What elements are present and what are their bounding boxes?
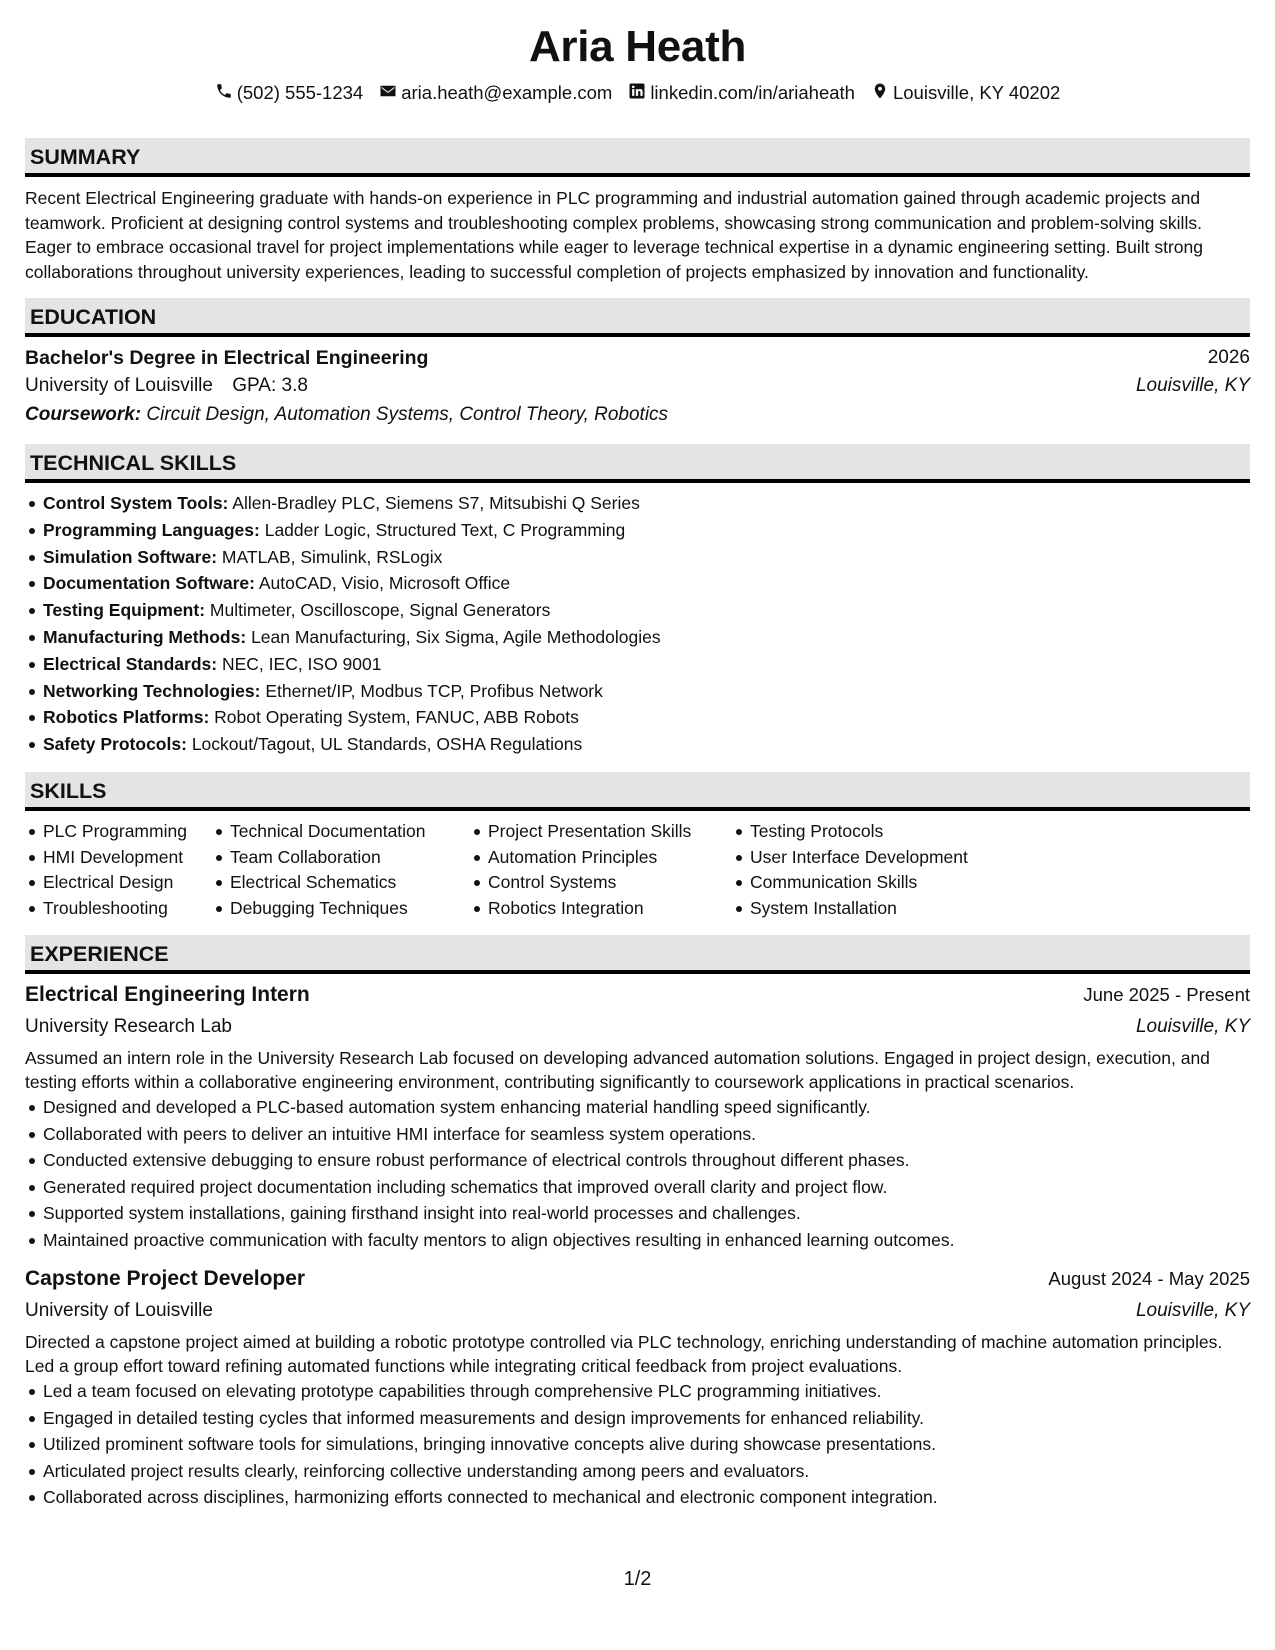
list-item: Automation Principles: [470, 845, 732, 871]
education-degree-row: [25, 345, 1250, 371]
technical-skills-list: [25, 490, 1250, 758]
job-bullets: [25, 1094, 1250, 1253]
contact-email[interactable]: [379, 82, 612, 105]
email-link[interactable]: aria.heath@example.com: [401, 82, 613, 103]
list-item: HMI Development: [25, 845, 212, 871]
job-title-row: [25, 1262, 1250, 1296]
list-item: Collaborated across disciplines, harmonizing efforts connected to mechanical and electronic component integration.: [25, 1484, 1250, 1511]
skills-column-2: [212, 819, 470, 921]
list-item: System Installation: [732, 896, 1032, 922]
job-entry: [25, 978, 1250, 1253]
graduation-year: 2026: [1207, 347, 1250, 368]
list-item: Designed and developed a PLC-based automation system enhancing material handling speed significantly.: [25, 1094, 1250, 1121]
list-item: Generated required project documentation including schematics that improved overall clarity and project flow.: [25, 1174, 1250, 1201]
contact-location: [871, 82, 1060, 105]
list-item: Technical Documentation: [212, 819, 470, 845]
job-description: Directed a capstone project aimed at building a robotic prototype controlled via PLC technology, enriching understanding of machine automation principles. Led a group effort toward refining automated functions while integrating critical feedback from project evaluations.: [25, 1332, 1223, 1377]
list-item: Simulation Software: MATLAB, Simulink, RSLogix: [25, 544, 1250, 571]
list-item: Electrical Standards: NEC, IEC, ISO 9001: [25, 651, 1250, 678]
list-item: Testing Protocols: [732, 819, 1032, 845]
job-title: Capstone Project Developer: [25, 1267, 306, 1291]
list-item: Control System Tools: Allen-Bradley PLC, Siemens S7, Mitsubishi Q Series: [25, 490, 1250, 517]
skills-column-4: [732, 819, 1032, 921]
list-item: Troubleshooting: [25, 896, 212, 922]
coursework-label: Coursework:: [25, 404, 142, 425]
list-item: Testing Equipment: Multimeter, Oscilloscope, Signal Generators: [25, 597, 1250, 624]
skills-column-1: [25, 819, 212, 921]
job-title-row: [25, 978, 1250, 1012]
list-item: Documentation Software: AutoCAD, Visio, Microsoft Office: [25, 570, 1250, 597]
candidate-name: Aria Heath: [528, 22, 747, 71]
experience-heading: EXPERIENCE: [25, 935, 1250, 974]
list-item: Programming Languages: Ladder Logic, Structured Text, C Programming: [25, 517, 1250, 544]
list-item: PLC Programming: [25, 819, 212, 845]
page-number: 1/2: [623, 1568, 652, 1590]
job-entry: [25, 1262, 1250, 1511]
list-item: Led a team focused on elevating prototype capabilities through comprehensive PLC programming initiatives.: [25, 1378, 1250, 1405]
list-item: Collaborated with peers to deliver an intuitive HMI interface for seamless system operations.: [25, 1121, 1250, 1148]
list-item: Electrical Design: [25, 870, 212, 896]
linkedin-link[interactable]: linkedin.com/in/ariaheath: [650, 82, 855, 103]
skills-grid: [25, 819, 1250, 921]
resume-page: [25, 0, 1250, 1511]
phone-text: (502) 555-1234: [236, 82, 364, 103]
job-org-row: [25, 1297, 1250, 1325]
list-item: Networking Technologies: Ethernet/IP, Modbus TCP, Profibus Network: [25, 678, 1250, 705]
envelope-icon: [379, 82, 397, 105]
summary-heading: SUMMARY: [25, 138, 1250, 177]
phone-icon: [215, 82, 233, 105]
education-heading: EDUCATION: [25, 298, 1250, 337]
list-item: Team Collaboration: [212, 845, 470, 871]
degree-title: Bachelor's Degree in Electrical Engineering: [25, 347, 429, 369]
job-title: Electrical Engineering Intern: [25, 983, 310, 1007]
job-description: Assumed an intern role in the University Research Lab focused on developing advanced automation solutions. Engaged in project design, execution, and testing efforts within a collaborative engineering environment, contributing significantly to coursework applications in practical scenarios.: [25, 1048, 1210, 1093]
list-item: Utilized prominent software tools for simulations, bringing innovative concepts alive during showcase presentations.: [25, 1431, 1250, 1458]
technical-skills-heading: TECHNICAL SKILLS: [25, 444, 1250, 483]
contact-linkedin[interactable]: [628, 82, 855, 105]
linkedin-icon: [628, 82, 646, 105]
list-item: Conducted extensive debugging to ensure robust performance of electrical controls throughout different phases.: [25, 1147, 1250, 1174]
job-org-row: [25, 1013, 1250, 1041]
job-organization: University of Louisville: [25, 1300, 213, 1322]
list-item: Communication Skills: [732, 870, 1032, 896]
location-text: Louisville, KY 40202: [892, 82, 1061, 103]
contact-bar: [25, 80, 1250, 106]
job-bullets: [25, 1378, 1250, 1511]
list-item: Project Presentation Skills: [470, 819, 732, 845]
education-school-row: [25, 371, 1250, 401]
skills-column-3: [470, 819, 732, 921]
coursework-line: [25, 401, 1250, 429]
list-item: Manufacturing Methods: Lean Manufacturing, Six Sigma, Agile Methodologies: [25, 624, 1250, 651]
list-item: Supported system installations, gaining firsthand insight into real-world processes and challenges.: [25, 1200, 1250, 1227]
school-location: Louisville, KY: [1135, 375, 1250, 396]
gpa: GPA: 3.8: [232, 375, 308, 396]
job-organization: University Research Lab: [25, 1016, 232, 1038]
coursework-list: Circuit Design, Automation Systems, Control Theory, Robotics: [146, 404, 669, 425]
job-dates: August 2024 - May 2025: [1048, 1268, 1250, 1290]
job-dates: June 2025 - Present: [1083, 984, 1250, 1006]
list-item: Engaged in detailed testing cycles that informed measurements and design improvements for enhanced reliability.: [25, 1405, 1250, 1432]
list-item: Electrical Schematics: [212, 870, 470, 896]
job-location: Louisville, KY: [1135, 1016, 1250, 1038]
list-item: Robotics Integration: [470, 896, 732, 922]
list-item: User Interface Development: [732, 845, 1032, 871]
list-item: Maintained proactive communication with faculty mentors to align objectives resulting in enhanced learning outcomes.: [25, 1227, 1250, 1254]
summary-text: Recent Electrical Engineering graduate with hands-on experience in PLC programming and industrial automation gained through academic projects and teamwork. Proficient at designing control systems and troubleshooting complex problems, showcasing strong communication and problem-solving skills. Eager to embrace occasional travel for project implementations while eager to leverage technical expertise in a dynamic engineering setting. Built strong collaborations throughout university experiences, leading to successful completion of projects emphasized by innovation and functionality.: [25, 188, 1203, 282]
job-location: Louisville, KY: [1135, 1300, 1250, 1322]
school-name: University of Louisville: [25, 375, 213, 396]
list-item: Safety Protocols: Lockout/Tagout, UL Standards, OSHA Regulations: [25, 731, 1250, 758]
skills-heading: SKILLS: [25, 772, 1250, 811]
list-item: Debugging Techniques: [212, 896, 470, 922]
list-item: Articulated project results clearly, reinforcing collective understanding among peers and evaluators.: [25, 1458, 1250, 1485]
list-item: Control Systems: [470, 870, 732, 896]
list-item: Robotics Platforms: Robot Operating System, FANUC, ABB Robots: [25, 704, 1250, 731]
map-pin-icon: [871, 82, 889, 105]
contact-phone: [215, 82, 364, 105]
